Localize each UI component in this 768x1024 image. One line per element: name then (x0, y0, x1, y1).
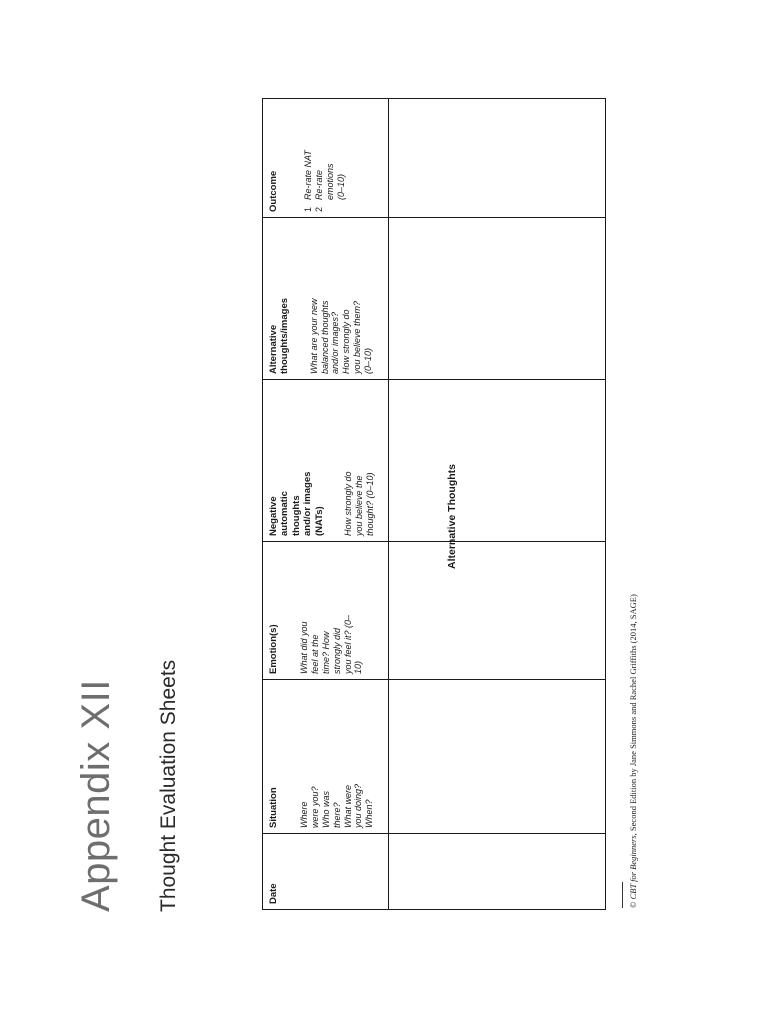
entry-cell-emotions[interactable] (389, 542, 606, 680)
copyright-footer (629, 348, 638, 908)
column-heading: Emotion(s) (268, 624, 279, 674)
column-heading: Alternative thoughts/images (268, 297, 291, 374)
outcome-item (314, 104, 346, 212)
copyright-prefix: © (628, 899, 638, 908)
outcome-item-number: 1 (303, 206, 314, 212)
column-alternative-thoughts (263, 218, 389, 380)
column-situation (263, 680, 389, 834)
column-heading: Outcome (268, 170, 279, 212)
outcome-item-number: 2 (314, 206, 325, 212)
table-header-row (263, 99, 389, 910)
column-nats (263, 380, 389, 542)
book-title: CBT for Beginners (628, 835, 638, 900)
entry-cell-outcome[interactable] (389, 99, 606, 218)
outcome-item-text: Re-rate NAT (303, 150, 314, 200)
column-hint: What did you feel at the time? How strongly did you feel it? (0–10) (299, 614, 364, 674)
column-emotions (263, 542, 389, 680)
appendix-title: Appendix XII (74, 679, 118, 912)
column-hint: What are your new balanced thoughts and/or images? How strongly do you believe them? (0–10) (308, 298, 373, 374)
copyright-details: , Second Edition by Jane Simmons and Rachel Griffiths (2014, SAGE) (628, 594, 638, 836)
column-heading: Date (268, 883, 279, 904)
column-heading: Situation (268, 787, 279, 828)
column-outcome (263, 99, 389, 218)
sheet-title: Alternative Thoughts (446, 463, 458, 569)
entry-cell-alternative-thoughts[interactable] (389, 218, 606, 380)
column-date (263, 834, 389, 910)
column-hint: Where were you? Who was there? What were you doing? When? (299, 783, 375, 828)
entry-cell-nats[interactable] (389, 380, 606, 542)
column-hint: How strongly do you believe the thought? (0–10) (342, 471, 375, 536)
page-subtitle: Thought Evaluation Sheets (157, 659, 180, 912)
entry-cell-situation[interactable] (389, 680, 606, 834)
outcome-list (303, 104, 346, 212)
outcome-item-text: Re-rate emotions (0–10) (314, 163, 346, 200)
entry-row (389, 99, 606, 910)
entry-cell-date[interactable] (389, 834, 606, 910)
column-heading: Negative automatic thoughts and/or images (NATs) (268, 471, 325, 536)
thought-evaluation-table (262, 98, 606, 910)
outcome-item (303, 104, 314, 212)
footer-divider (622, 882, 623, 908)
